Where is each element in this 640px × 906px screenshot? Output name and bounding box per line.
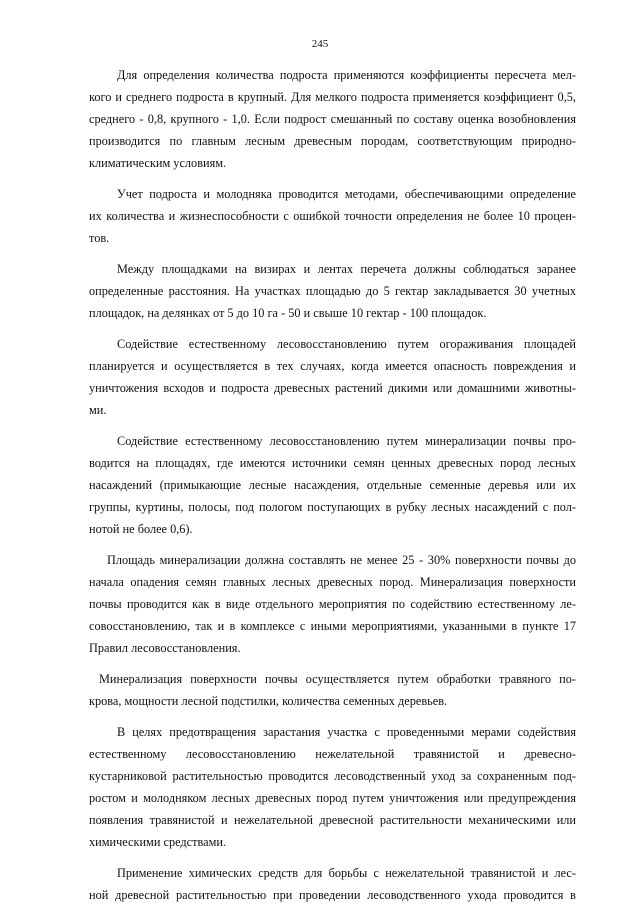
text-line: уничтожения всходов и подроста древесных растений дикими или домашними животны- <box>89 381 576 395</box>
paragraph-gap <box>89 421 576 430</box>
paragraph-gap <box>89 324 576 333</box>
document-body <box>89 64 576 906</box>
text-line: В целях предотвращения зарастания участка с проведенными мерами содействия <box>117 725 576 739</box>
text-line: водится на площадях, где имеются источники семян ценных древесных пород лесных <box>89 456 576 470</box>
text-line: Содействие естественному лесовосстановлению путем огораживания площадей <box>117 337 576 351</box>
paragraph-gap <box>89 853 576 862</box>
text-line: кустарниковой растительностью проводится лесоводственный уход за сохраненным под- <box>89 769 576 783</box>
paragraph-gap <box>89 249 576 258</box>
text-line: крова, мощности лесной подстилки, количества семенных деревьев. <box>89 694 448 708</box>
text-line: Минерализация поверхности почвы осуществляется путем обработки травяного по- <box>99 672 576 686</box>
text-line: почвы проводится как в виде отдельного мероприятия по содействию естественному ле- <box>89 597 576 611</box>
text-line: Содействие естественному лесовосстановлению путем минерализации почвы про- <box>117 434 576 448</box>
text-line: насаждений (примыкающие лесные насаждения, отдельные семенные деревья или их <box>89 478 576 492</box>
text-line: ростом и молодняком лесных древесных пород путем уничтожения или предупреждения <box>89 791 576 805</box>
page-number: 245 <box>311 38 329 50</box>
text-line: группы, куртины, полосы, под пологом поступающих в рубку лесных насаждений с пол- <box>89 500 576 514</box>
text-line: Между площадками на визирах и лентах перечета должны соблюдаться заранее <box>117 262 576 276</box>
paragraph-gap <box>89 540 576 549</box>
text-line: среднего - 0,8, крупного - 1,0. Если подрост смешанный по составу оценка возобновления <box>89 112 576 126</box>
text-line: определенные расстояния. На участках площадью до 5 гектар закладывается 30 учетных <box>89 284 576 298</box>
paragraph <box>89 549 576 659</box>
text-line: ми. <box>89 403 107 417</box>
text-line: нотой не более 0,6). <box>89 522 193 536</box>
paragraph <box>89 862 576 906</box>
text-line: тов. <box>89 231 110 245</box>
text-line: площадок, на делянках от 5 до 10 га - 50 и свыше 10 гектар - 100 площадок. <box>89 306 487 320</box>
text-line: Правил лесовосстановления. <box>89 641 241 655</box>
paragraph <box>89 258 576 324</box>
text-line: совосстановлению, так и в комплексе с иными мероприятиями, указанными в пункте 17 <box>89 619 576 633</box>
paragraph <box>89 430 576 540</box>
text-line: Площадь минерализации должна составлять не менее 25 - 30% поверхности почвы до <box>107 553 576 567</box>
paragraph-gap <box>89 174 576 183</box>
paragraph-gap <box>89 712 576 721</box>
text-line: производится по главным лесным древесным породам, соответствующим природно- <box>89 134 576 148</box>
text-line: химическими средствами. <box>89 835 227 849</box>
text-line: естественному лесовосстановлению нежелательной травянистой и древесно- <box>89 747 576 761</box>
text-line: начала опадения семян главных лесных древесных пород. Минерализация поверхности <box>89 575 576 589</box>
text-line: Применение химических средств для борьбы с нежелательной травянистой и лес- <box>117 866 576 880</box>
text-line: климатическим условиям. <box>89 156 227 170</box>
text-line: появления травянистой и нежелательной древесной растительности механическими или <box>89 813 576 827</box>
paragraph <box>89 64 576 174</box>
paragraph <box>89 183 576 249</box>
paragraph <box>89 721 576 853</box>
paragraph <box>89 333 576 421</box>
paragraph-gap <box>89 659 576 668</box>
text-line: их количества и жизнеспособности с ошибкой точности определения не более 10 процен- <box>89 209 576 223</box>
text-line: ной древесной растительностью при проведении лесоводственного ухода проводится в <box>89 888 576 902</box>
paragraph <box>89 668 576 712</box>
text-line: Учет подроста и молодняка проводится методами, обеспечивающими определение <box>117 187 576 201</box>
text-line: Для определения количества подроста применяются коэффициенты пересчета мел- <box>117 68 576 82</box>
text-line: кого и среднего подроста в крупный. Для мелкого подроста применяется коэффициент 0,5, <box>89 90 576 104</box>
text-line: планируется и осуществляется в тех случаях, когда имеется опасность повреждения и <box>89 359 576 373</box>
